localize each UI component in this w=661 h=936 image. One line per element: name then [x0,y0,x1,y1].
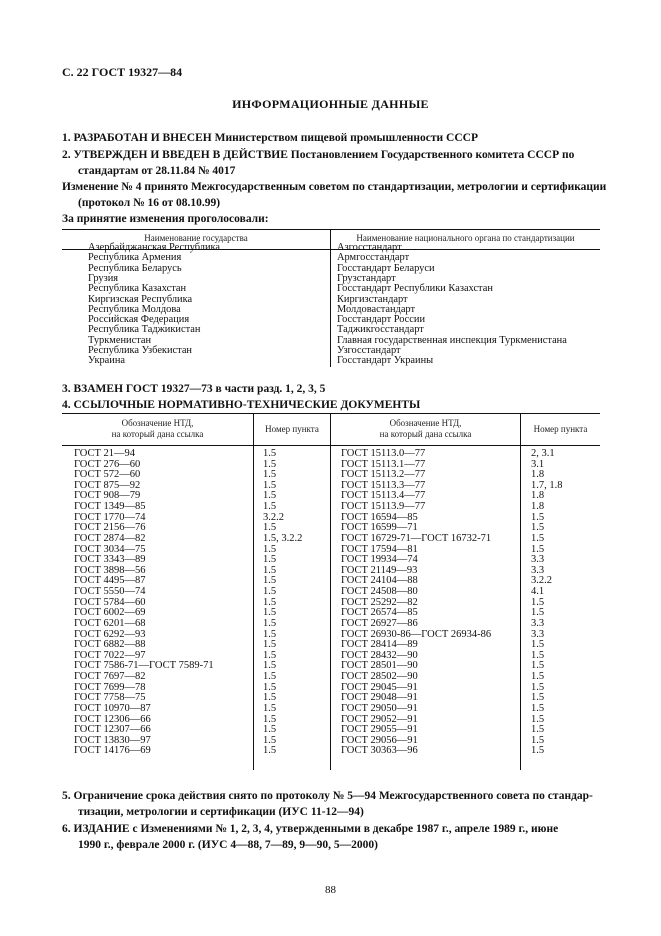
ref-doc-left: ГОСТ 6201—68 [74,617,146,629]
ref-item-left: 1.5 [263,745,277,757]
ref-item-right: 1.5 [531,522,545,534]
ref-item-left: 1.5 [263,458,277,470]
item-3-number: 3. [62,383,71,395]
ref-doc-right: ГОСТ 29056—91 [341,734,418,746]
voting-body: Армгосстандарт [337,252,410,264]
ref-item-right: 1.5 [531,671,545,683]
ref-doc-left: ГОСТ 13830—97 [74,734,151,746]
item-6-number: 6. [62,823,71,835]
voting-state: Республика Казахстан [88,283,187,295]
ref-item-right: 1.5 [531,745,545,757]
voting-table-top-rule [62,229,600,230]
ref-doc-left: ГОСТ 21—94 [74,448,136,459]
ref-doc-left: ГОСТ 572—60 [74,469,141,481]
ref-item-left: 1.5 [263,692,277,704]
ref-item-right: 3.3 [531,554,545,566]
voting-state: Киргизская Республика [88,293,193,305]
item-1-text: Министерством пищевой промышленности СССР [214,132,478,144]
ref-item-right: 1.8 [531,490,545,502]
ref-doc-left: ГОСТ 5784—60 [74,596,146,608]
ref-item-right: 1.5 [531,660,545,672]
ref-item-right: 1.8 [531,469,545,481]
ref-item-left: 1.5 [263,734,277,746]
ref-doc-right: ГОСТ 25292—82 [341,596,418,608]
ref-item-left: 1.5, 3.2.2 [263,532,303,544]
ref-doc-left: ГОСТ 3343—89 [74,554,146,566]
voting-body: Госстандарт Республики Казахстан [337,283,493,295]
ref-doc-right: ГОСТ 15113.1—77 [341,458,426,470]
item-2-line1: Постановлением Государственного комитета СССР по [290,149,575,161]
ref-doc-right: ГОСТ 17594—81 [341,543,418,555]
ref-item-right: 1.5 [531,543,545,555]
ref-doc-right: ГОСТ 26574—85 [341,607,418,619]
ref-doc-left: ГОСТ 4495—87 [74,575,146,587]
voted-label: За принятие изменения проголосовали: [62,213,269,225]
ref-doc-right: ГОСТ 29052—91 [341,713,418,725]
ref-item-right: 2, 3.1 [531,448,555,459]
ref-item-left: 1.5 [263,671,277,683]
ref-doc-right: ГОСТ 29048—91 [341,692,418,704]
ref-item-left: 3.2.2 [263,511,284,523]
ref-doc-left: ГОСТ 12307—66 [74,724,151,736]
voting-state: Грузия [88,272,119,284]
ref-item-right: 1.5 [531,713,545,725]
ref-doc-right: ГОСТ 16594—85 [341,511,418,523]
voting-state: Республика Армения [88,252,182,264]
ref-doc-left: ГОСТ 5550—74 [74,586,146,598]
ref-item-right: 1.5 [531,702,545,714]
ref-item-right: 1.5 [531,734,545,746]
ref-doc-left: ГОСТ 6002—69 [74,607,146,619]
voting-body: Азгосстандарт [337,242,402,253]
ref-doc-right: ГОСТ 15113.0—77 [341,448,426,459]
change-line2: (протокол № 16 от 08.10.99) [78,197,221,209]
ref-item-right: 3.3 [531,564,545,576]
ref-doc-left: ГОСТ 7586-71—ГОСТ 7589-71 [74,660,214,672]
item-2-number: 2. [62,149,71,161]
ref-item-left: 1.5 [263,479,277,491]
voting-state: Республика Таджикистан [88,324,201,336]
ref-item-right: 3.1 [531,458,545,470]
ref-table-divider-2 [330,413,331,770]
item-4-text: ССЫЛОЧНЫЕ НОРМАТИВНО-ТЕХНИЧЕСКИЕ ДОКУМЕНТЫ [73,399,421,411]
item-5-line1: Ограничение срока действия снято по протоколу № 5—94 Межгосударственного совета по стандар- [73,790,593,802]
ref-doc-left: ГОСТ 2874—82 [74,532,146,544]
ref-item-left: 1.5 [263,702,277,714]
ref-item-right: 1.5 [531,724,545,736]
ref-item-left: 1.5 [263,564,277,576]
ref-doc-left: ГОСТ 7758—75 [74,692,146,704]
item-6-line1: ИЗДАНИЕ с Изменениями № 1, 2, 3, 4, утвержденными в декабре 1987 г., апреле 1989 г., июне [73,823,559,835]
ref-doc-right: ГОСТ 24104—88 [341,575,418,587]
item-5-number: 5. [62,790,71,802]
ref-item-right: 1.5 [531,639,545,651]
item-4 [62,397,420,413]
ref-item-left: 1.5 [263,681,277,693]
item-6 [62,821,558,837]
voting-header-body: Наименование национального органа по стандартизации [356,233,575,243]
ref-item-right: 1.5 [531,692,545,704]
ref-item-left: 1.5 [263,639,277,651]
ref-header-item-left: Номер пункта [265,424,319,434]
ref-header-doc-left-line2: на который дана ссылка [111,429,204,439]
section-title: ИНФОРМАЦИОННЫЕ ДАННЫЕ [232,97,429,111]
voting-body: Грузстандарт [337,272,396,284]
ref-header-doc-right-line1: Обозначение НТД, [389,418,462,428]
ref-doc-left: ГОСТ 12306—66 [74,713,151,725]
ref-item-left: 1.5 [263,586,277,598]
ref-table-divider-1 [253,413,254,770]
ref-doc-left: ГОСТ 6882—88 [74,639,146,651]
voting-body: Молдовастандарт [337,303,416,315]
ref-item-right: 4.1 [531,586,545,598]
ref-item-left: 1.5 [263,607,277,619]
ref-header-doc-left [62,418,253,440]
voting-state: Украина [88,355,126,367]
item-4-number: 4. [62,399,71,411]
ref-doc-left: ГОСТ 7699—78 [74,681,146,693]
ref-doc-right: ГОСТ 21149—93 [341,564,418,576]
ref-doc-left: ГОСТ 3034—75 [74,543,146,555]
voting-state: Республика Молдова [88,303,181,315]
ref-doc-right: ГОСТ 16599—71 [341,522,418,534]
ref-doc-right: ГОСТ 29050—91 [341,702,418,714]
ref-item-right: 1.5 [531,596,545,608]
item-5-line2: тизации, метрологии и сертификации (ИУС 11-12—94) [78,806,364,818]
ref-doc-right: ГОСТ 28502—90 [341,671,418,683]
ref-doc-left: ГОСТ 2156—76 [74,522,146,534]
ref-item-left: 1.5 [263,649,277,661]
ref-doc-right: ГОСТ 28432—90 [341,649,418,661]
ref-doc-left: ГОСТ 7022—97 [74,649,146,661]
ref-doc-right: ГОСТ 28501—90 [341,660,418,672]
voting-body: Госстандарт Украины [337,355,434,367]
ref-item-right: 1.7, 1.8 [531,479,563,491]
ref-doc-right: ГОСТ 29045—91 [341,681,418,693]
item-2-line2: стандартам от 28.11.84 № 4017 [78,165,236,177]
ref-header-doc-right-line2: на который дана ссылка [379,429,472,439]
ref-item-right: 3.2.2 [531,575,552,587]
ref-item-right: 3.3 [531,617,545,629]
voting-state: Азербайджанская Республика [88,242,221,253]
ref-item-right: 1.5 [531,607,545,619]
ref-item-left: 1.5 [263,543,277,555]
ref-item-right: 1.8 [531,501,545,513]
ref-item-left: 1.5 [263,554,277,566]
ref-item-left: 1.5 [263,448,277,459]
voting-body: Главная государственная инспекция Туркменистана [337,334,567,346]
voting-body: Госстандарт России [337,314,426,326]
item-1-bold: РАЗРАБОТАН И ВНЕСЕН [73,132,212,144]
ref-header-doc-left-line1: Обозначение НТД, [121,418,194,428]
voting-body: Таджикгосстандарт [337,324,424,336]
item-2-bold: УТВЕРЖДЕН И ВВЕДЕН В ДЕЙСТВИЕ [73,149,288,161]
ref-doc-right: ГОСТ 26930-86—ГОСТ 26934-86 [341,628,492,640]
ref-doc-left: ГОСТ 875—92 [74,479,141,491]
item-1 [62,130,478,146]
item-2 [62,147,574,163]
ref-item-left: 1.5 [263,501,277,513]
ref-doc-left: ГОСТ 10970—87 [74,702,151,714]
ref-table-divider-3 [520,413,521,770]
ref-item-left: 1.5 [263,469,277,481]
ref-item-right: 1.5 [531,511,545,523]
ref-item-left: 1.5 [263,575,277,587]
ref-doc-right: ГОСТ 24508—80 [341,586,418,598]
item-6-line2: 1990 г., феврале 2000 г. (ИУС 4—88, 7—89, 9—90, 5—2000) [78,839,378,851]
voting-body: Узгосстандарт [337,345,401,356]
ref-item-left: 1.5 [263,522,277,534]
ref-item-right: 1.5 [531,681,545,693]
ref-doc-left: ГОСТ 14176—69 [74,745,151,757]
ref-doc-right: ГОСТ 15113.2—77 [341,469,426,481]
ref-doc-right: ГОСТ 15113.9—77 [341,501,426,513]
ref-header-doc-right [331,418,520,440]
voting-header-state: Наименование государства [144,233,248,243]
item-5 [62,788,593,804]
item-3 [62,381,325,397]
voting-state: Туркменистан [88,334,152,346]
ref-doc-left: ГОСТ 3898—56 [74,564,146,576]
ref-item-left: 1.5 [263,596,277,608]
ref-doc-right: ГОСТ 15113.4—77 [341,490,426,502]
ref-item-left: 1.5 [263,724,277,736]
voting-body: Киргизстандарт [337,293,408,305]
ref-doc-left: ГОСТ 1349—85 [74,501,146,513]
ref-doc-right: ГОСТ 15113.3—77 [341,479,426,491]
ref-doc-right: ГОСТ 30363—96 [341,745,418,757]
ref-doc-left: ГОСТ 1770—74 [74,511,146,523]
ref-item-left: 1.5 [263,660,277,672]
ref-item-right: 1.5 [531,649,545,661]
ref-item-left: 1.5 [263,713,277,725]
item-1-number: 1. [62,132,71,144]
change-line1: Изменение № 4 принято Межгосударственным советом по стандартизации, метрологии и сертификации [62,181,607,193]
voting-state: Республика Узбекистан [88,345,192,356]
ref-item-right: 1.5 [531,532,545,544]
ref-header-item-right: Номер пункта [533,424,588,434]
voting-body: Госстандарт Беларуси [337,262,435,274]
ref-item-right: 3.3 [531,628,545,640]
ref-doc-left: ГОСТ 7697—82 [74,671,146,683]
ref-doc-left: ГОСТ 6292—93 [74,628,146,640]
ref-doc-right: ГОСТ 16729-71—ГОСТ 16732-71 [341,532,492,544]
ref-doc-right: ГОСТ 29055—91 [341,724,418,736]
page-header: С. 22 ГОСТ 19327—84 [62,65,183,79]
voting-state: Республика Беларусь [88,262,182,274]
ref-item-left: 1.5 [263,490,277,502]
ref-doc-right: ГОСТ 28414—89 [341,639,418,651]
ref-doc-right: ГОСТ 19934—74 [341,554,418,566]
ref-item-left: 1.5 [263,628,277,640]
ref-doc-left: ГОСТ 276—60 [74,458,141,470]
ref-doc-right: ГОСТ 26927—86 [341,617,418,629]
ref-doc-left: ГОСТ 908—79 [74,490,141,502]
item-3-text: ВЗАМЕН ГОСТ 19327—73 в части разд. 1, 2, 3, 5 [73,383,326,395]
voting-state: Российская Федерация [88,314,190,326]
page-number: 88 [325,884,336,896]
ref-item-left: 1.5 [263,617,277,629]
